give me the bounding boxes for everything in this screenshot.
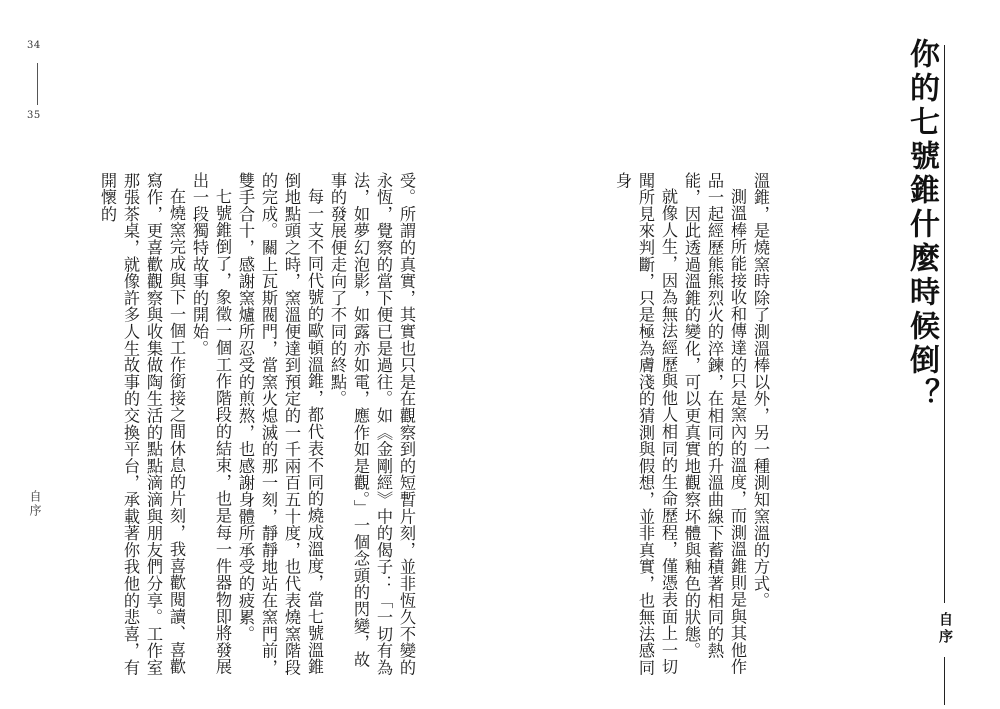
running-folio-left: 自序 <box>28 490 42 518</box>
section-label: 自序 <box>937 612 953 646</box>
left-page-body <box>82 172 418 677</box>
chapter-title: 你的七號錐什麼時候倒？ <box>904 38 939 412</box>
paragraph: 就像人生，因為無法經歷與他人相同的生命歷程，僅憑表面上一切聞所見來判斷，只是極為膚淺的猜測與假想，並非真實，也無法感同身 <box>613 172 678 676</box>
paragraph-continued: 受。所謂的真實，其實也只是在觀察到的短暫片刻，並非恆久不變的永恆，覺察的當下便已是過往。如《金剛經》中的偈子：「一切有為法，如夢幻泡影，如露亦如電，應作如是觀。」一個念頭的閃變，故事的發展便走向了不同的終點。 <box>328 172 416 676</box>
page-number-divider <box>37 63 38 105</box>
paragraph-opening: 溫錐，是燒窯時除了測溫棒以外，另一種測知窯溫的方式。 <box>751 172 770 609</box>
paragraph: 七號錐倒了，象徵一個工作階段的結束，也是每一件器物即將發展出一段獨特故事的開始。 <box>190 172 232 676</box>
page-number-right: 35 <box>27 110 41 121</box>
right-page-body <box>610 172 772 677</box>
page-number-left: 34 <box>27 40 41 51</box>
title-rule-lower <box>944 657 945 705</box>
paragraph: 每一支不同代號的歐頓溫錐，都代表不同的燒成溫度，當七號溫錐倒地點頭之時，窯溫便達到預定的一千兩百五十度，也代表燒窯階段的完成。關上瓦斯閥門，當窯火熄滅的那一刻，靜靜地站在窯門前，雙手合十，感謝窯爐所忍受的煎熬，也感謝身體所承受的疲累。 <box>236 172 324 676</box>
paragraph: 在燒窯完成與下一個工作銜接之間休息的片刻，我喜歡閱讀、喜歡寫作，更喜歡觀察與收集做陶生活的點點滴滴與朋友們分享。工作室那張茶桌，就像許多人生故事的交換平台，承載著你我他的悲喜，有開懷的 <box>98 172 186 676</box>
paragraph: 測溫棒所能接收和傳達的只是窯內的溫度，而測溫錐則是與其他作品一起經歷熊熊烈火的淬鍊，在相同的升溫曲線下蓄積著相同的熱能，因此透過溫錐的變化，可以更真實地觀察坏體與釉色的狀態。 <box>682 172 747 676</box>
title-rule-upper <box>944 45 945 603</box>
